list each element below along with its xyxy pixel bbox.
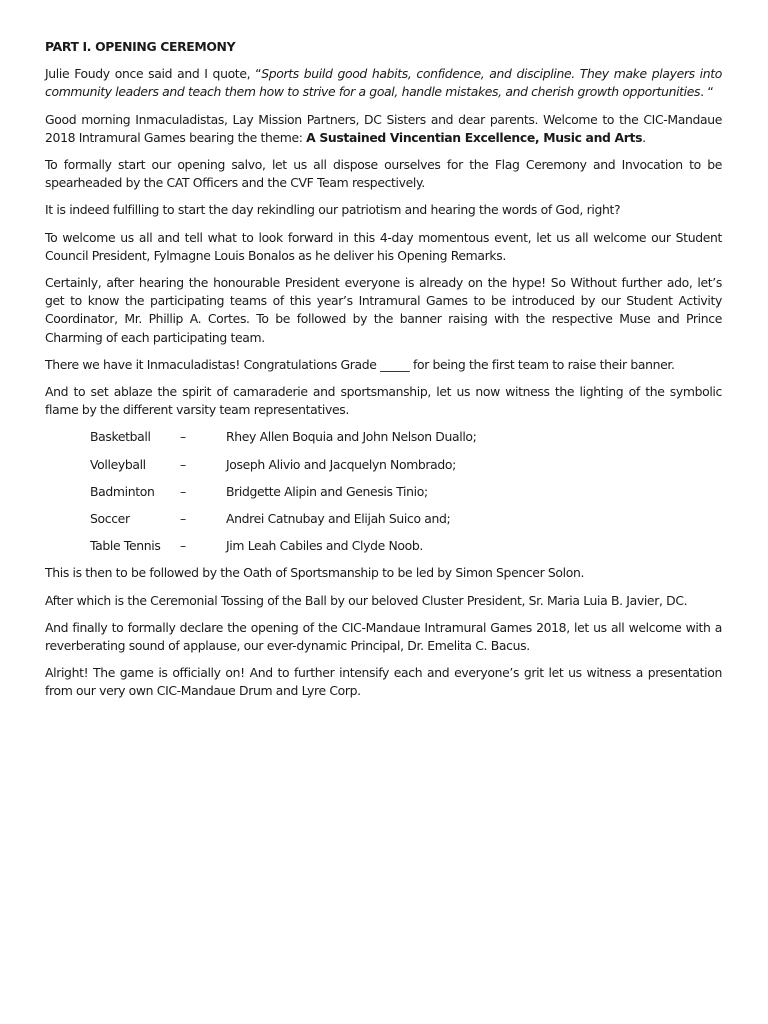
sport-name: Soccer <box>90 511 130 527</box>
welcome-paragraph <box>45 111 722 147</box>
teams-introduction-paragraph: Certainly, after hearing the honourable President everyone is already on the hype! So Without further ado, let’s get to know the participating teams of this year’s Intramural Games to be introduced by our Student Activity Coordinator, Mr. Phillip A. Cortes. To be followed by the banner raising with the respective Muse and Prince Charming of each participating team. <box>45 275 722 345</box>
document-page <box>45 38 722 710</box>
list-item <box>45 428 722 446</box>
ball-tossing-paragraph: After which is the Ceremonial Tossing of the Ball by our beloved Cluster President, Sr. Maria Luia B. Javier, DC. <box>45 592 688 608</box>
declaration-paragraph: And finally to formally declare the opening of the CIC-Mandaue Intramural Games 2018, let us all welcome with a reverberating sound of applause, our ever-dynamic Principal, Dr. Emelita C. Bacus. <box>45 619 722 653</box>
list-item <box>45 483 722 501</box>
flag-ceremony-paragraph: To formally start our opening salvo, let us all dispose ourselves for the Flag Ceremony and Invocation to be spearheaded by the CAT Officers and the CVF Team respectively. <box>45 157 722 191</box>
section-heading: PART I. OPENING CEREMONY <box>45 39 236 54</box>
banner-paragraph: There we have it Inmaculadistas! Congratulations Grade _____ for being the first team to raise their banner. <box>45 356 675 372</box>
closing-paragraph: Alright! The game is officially on! And to further intensify each and everyone’s grit let us witness a presentation from our very own CIC-Mandaue Drum and Lyre Corp. <box>45 665 722 699</box>
welcome-end: . <box>642 129 646 145</box>
dash-separator: – <box>180 429 186 445</box>
list-item <box>45 537 722 555</box>
sport-name: Basketball <box>90 429 151 445</box>
event-theme: A Sustained Vincentian Excellence, Music and Arts <box>306 129 643 145</box>
representative-names: Joseph Alivio and Jacquelyn Nombrado; <box>226 456 456 472</box>
dash-separator: – <box>180 483 186 499</box>
quote-text: Sports build good habits, confidence, and discipline. They make players into community leaders and teach them how to strive for a goal, handle mistakes, and cherish growth opportunities <box>45 66 722 100</box>
list-item <box>45 510 722 528</box>
representative-names: Andrei Catnubay and Elijah Suico and; <box>226 511 451 527</box>
dash-separator: – <box>180 456 186 472</box>
oath-paragraph: This is then to be followed by the Oath of Sportsmanship to be led by Simon Spencer Solon. <box>45 565 585 581</box>
quote-end: . “ <box>700 84 714 100</box>
dash-separator: – <box>180 538 186 554</box>
sport-name: Badminton <box>90 483 155 499</box>
quote-intro: Julie Foudy once said and I quote, “ <box>45 66 262 82</box>
quote-paragraph <box>45 65 722 101</box>
representative-names: Rhey Allen Boquia and John Nelson Duallo; <box>226 429 477 445</box>
sport-name: Table Tennis <box>90 538 161 554</box>
dash-separator: – <box>180 511 186 527</box>
opening-remarks-paragraph: To welcome us all and tell what to look forward in this 4-day momentous event, let us all welcome our Student Council President, Fylmagne Louis Bonalos as he deliver his Opening Remarks. <box>45 229 722 263</box>
sport-name: Volleyball <box>90 456 146 472</box>
representative-names: Bridgette Alipin and Genesis Tinio; <box>226 483 428 499</box>
patriotism-paragraph: It is indeed fulfilling to start the day rekindling our patriotism and hearing the words of God, right? <box>45 202 621 218</box>
flame-lighting-paragraph: And to set ablaze the spirit of camaraderie and sportsmanship, let us now witness the lighting of the symbolic flame by the different varsity team representatives. <box>45 384 722 418</box>
representative-names: Jim Leah Cabiles and Clyde Noob. <box>226 538 423 554</box>
list-item <box>45 456 722 474</box>
welcome-text: Good morning Inmaculadistas, Lay Mission Partners, DC Sisters and dear parents. Welcome to the CIC-Mandaue 2018 Intramural Games bearing the theme: <box>45 111 722 145</box>
representatives-list <box>45 428 722 555</box>
